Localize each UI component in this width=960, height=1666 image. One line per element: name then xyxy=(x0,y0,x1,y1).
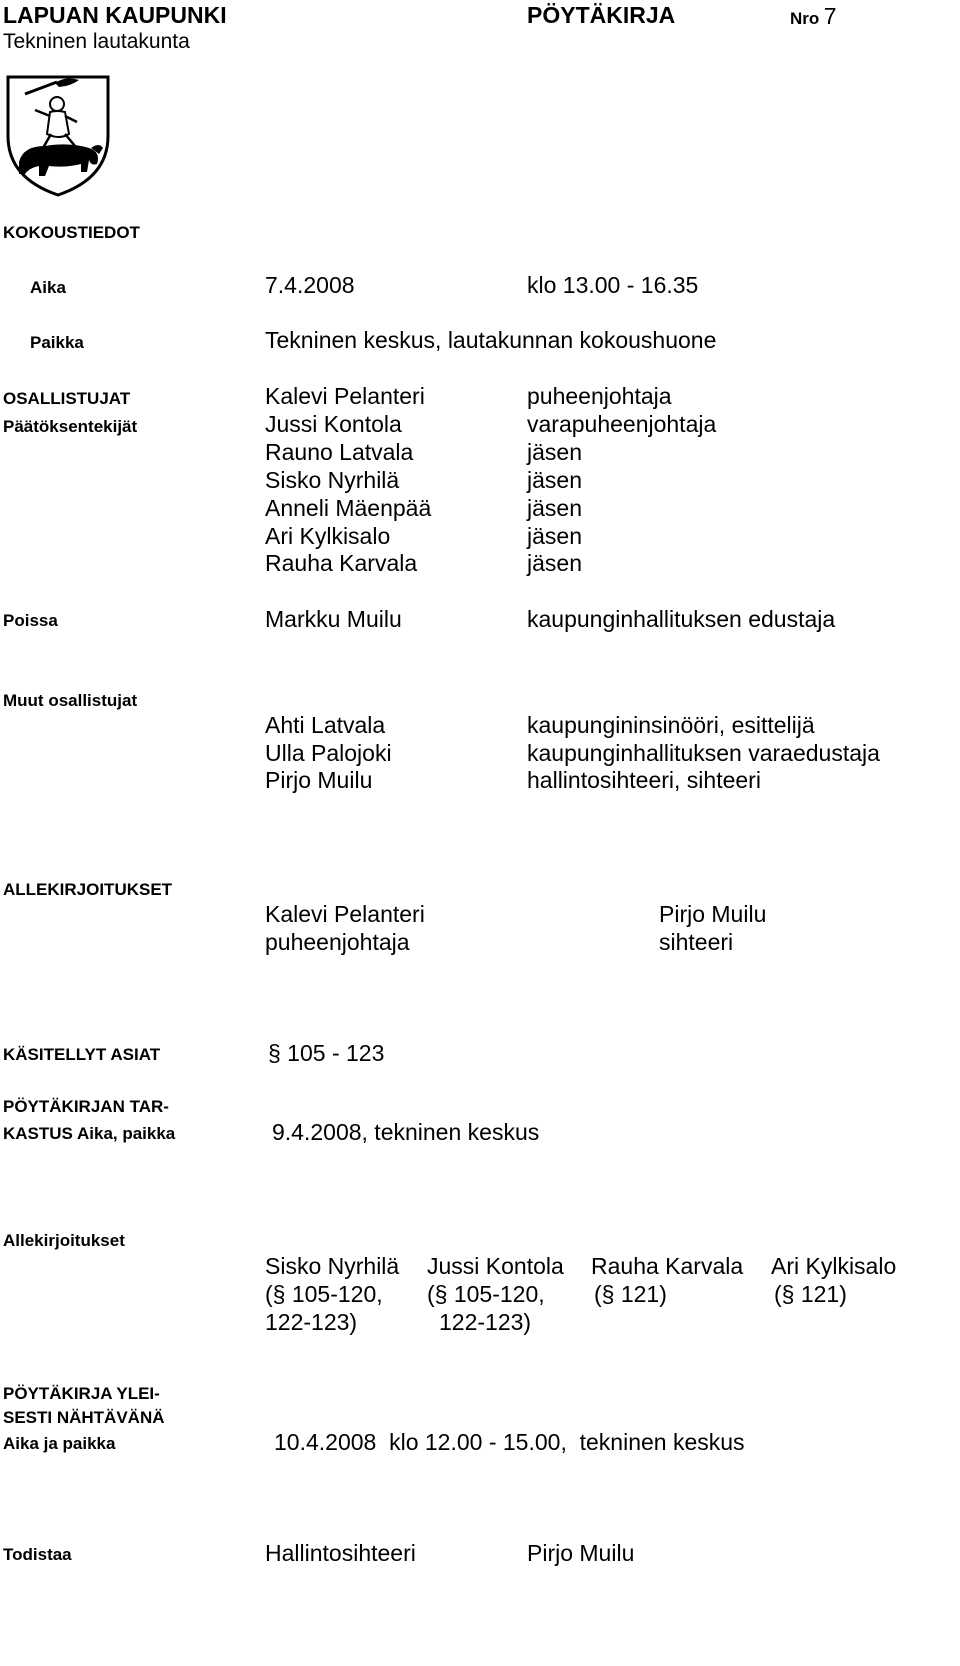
signer-name: Kalevi Pelanteri xyxy=(265,901,425,927)
other-name: Ahti Latvala xyxy=(265,712,386,738)
tarkastus-value: 9.4.2008, tekninen keskus xyxy=(272,1119,540,1145)
poissa-label: Poissa xyxy=(3,611,58,630)
tarkastus-label: KASTUS Aika, paikka xyxy=(3,1124,176,1143)
nahtavana-label: Aika ja paikka xyxy=(3,1434,116,1453)
aika-date: 7.4.2008 xyxy=(265,272,355,298)
inspector-sections: (§ 121) xyxy=(774,1281,847,1307)
paatoksentekijat-label: Päätöksentekijät xyxy=(3,417,138,436)
inspector-name: Jussi Kontola xyxy=(427,1253,564,1279)
aika-label: Aika xyxy=(30,278,66,297)
other-name: Pirjo Muilu xyxy=(265,767,373,793)
member-role: jäsen xyxy=(527,439,582,465)
member-role: jäsen xyxy=(527,467,582,493)
number-value: 7 xyxy=(823,3,837,29)
nahtavana-label: PÖYTÄKIRJA YLEI- xyxy=(3,1384,160,1403)
todistaa-label: Todistaa xyxy=(3,1545,72,1564)
inspector-sections: (§ 121) xyxy=(594,1281,667,1307)
osallistujat-label: OSALLISTUJAT xyxy=(3,389,131,408)
other-role: hallintosihteeri, sihteeri xyxy=(527,767,761,793)
paikka-value: Tekninen keskus, lautakunnan kokoushuone xyxy=(265,327,717,353)
todistaa-title: Hallintosihteeri xyxy=(265,1540,416,1566)
org-name: LAPUAN KAUPUNKI xyxy=(3,2,227,28)
other-role: kaupungininsinööri, esittelijä xyxy=(527,712,815,738)
inspector-name: Rauha Karvala xyxy=(591,1253,744,1279)
kasitellyt-value: § 105 - 123 xyxy=(268,1040,385,1066)
member-name: Sisko Nyrhilä xyxy=(265,467,400,493)
inspector-sections: 122-123) xyxy=(439,1309,532,1335)
nahtavana-value: 10.4.2008 klo 12.00 - 15.00, tekninen keskus xyxy=(274,1429,745,1455)
absent-name: Markku Muilu xyxy=(265,606,402,632)
aika-time: klo 13.00 - 16.35 xyxy=(527,272,699,298)
tarkastus-label: PÖYTÄKIRJAN TAR- xyxy=(3,1097,169,1116)
department-name: Tekninen lautakunta xyxy=(3,30,190,53)
other-role: kaupunginhallituksen varaedustaja xyxy=(527,740,880,766)
section-title: KOKOUSTIEDOT xyxy=(3,223,140,242)
member-name: Rauha Karvala xyxy=(265,550,418,576)
paikka-label: Paikka xyxy=(30,333,84,352)
member-role: puheenjohtaja xyxy=(527,383,672,409)
document-type: PÖYTÄKIRJA xyxy=(527,2,676,28)
member-name: Anneli Mäenpää xyxy=(265,495,432,521)
todistaa-name: Pirjo Muilu xyxy=(527,1540,635,1566)
kasitellyt-label: KÄSITELLYT ASIAT xyxy=(3,1045,161,1064)
absent-role: kaupunginhallituksen edustaja xyxy=(527,606,836,632)
member-role: jäsen xyxy=(527,495,582,521)
number-label: Nro xyxy=(790,9,820,28)
tarkastajat-label: Allekirjoitukset xyxy=(3,1231,125,1250)
inspector-sections: (§ 105-120, xyxy=(427,1281,545,1307)
signer-role: puheenjohtaja xyxy=(265,929,410,955)
inspector-name: Sisko Nyrhilä xyxy=(265,1253,400,1279)
nahtavana-label: SESTI NÄHTÄVÄNÄ xyxy=(3,1408,165,1427)
member-name: Rauno Latvala xyxy=(265,439,414,465)
signer-name: Pirjo Muilu xyxy=(659,901,767,927)
other-name: Ulla Palojoki xyxy=(265,740,392,766)
document-number xyxy=(790,5,837,28)
member-role: jäsen xyxy=(527,523,582,549)
coat-of-arms-icon xyxy=(5,74,111,198)
member-role: varapuheenjohtaja xyxy=(527,411,717,437)
inspector-sections: 122-123) xyxy=(265,1309,358,1335)
inspector-sections: (§ 105-120, xyxy=(265,1281,383,1307)
muut-label: Muut osallistujat xyxy=(3,691,138,710)
member-name: Ari Kylkisalo xyxy=(265,523,391,549)
inspector-name: Ari Kylkisalo xyxy=(771,1253,897,1279)
member-name: Kalevi Pelanteri xyxy=(265,383,425,409)
signer-role: sihteeri xyxy=(659,929,734,955)
allekirjoitukset-label: ALLEKIRJOITUKSET xyxy=(3,880,173,899)
member-role: jäsen xyxy=(527,550,582,576)
member-name: Jussi Kontola xyxy=(265,411,402,437)
